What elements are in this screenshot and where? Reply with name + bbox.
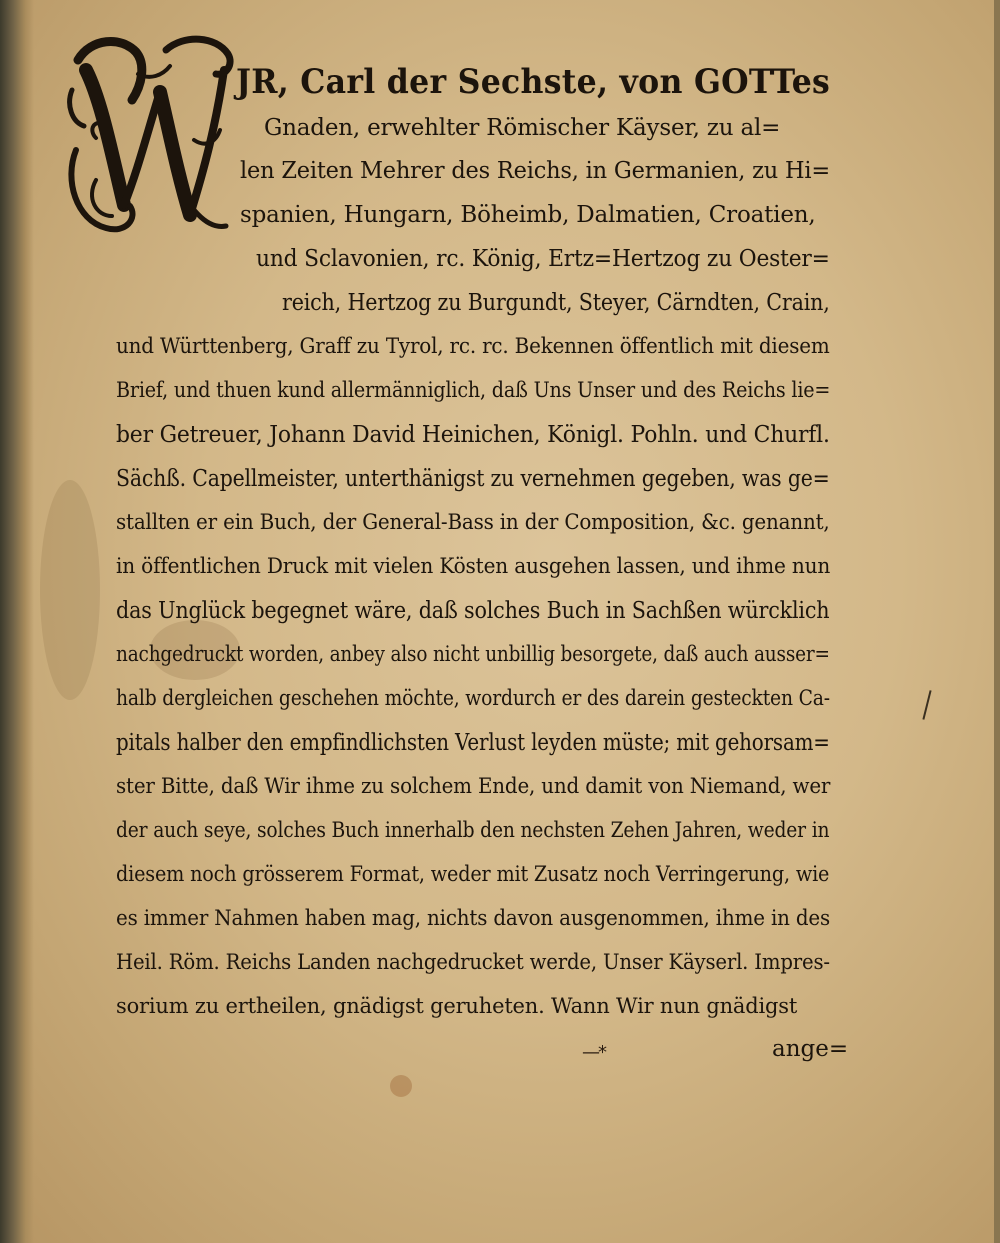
text-line: spanien, Hungarn, Böheimb, Dalmatien, Croatien, [240,202,816,228]
text-line: halb dergleichen geschehen möchte, wordurch er des darein gesteckten Ca- [116,686,830,710]
binding-edge [0,0,34,1243]
decorative-initial-w [66,30,234,245]
page-edge [994,0,1000,1243]
text-line: pitals halber den empfindlichsten Verlust leyden müste; mit gehorsam= [116,730,830,756]
catchword: ange= [772,1036,849,1062]
text-line: stallten er ein Buch, der General-Bass in der Composition, &c. genannt, [116,510,830,534]
text-line: es immer Nahmen haben mag, nichts davon ausgenommen, ihme in des [116,906,831,930]
margin-mark [922,690,931,720]
text-line: len Zeiten Mehrer des Reichs, in Germanien, zu Hi= [240,158,831,184]
paper-stain [390,1075,412,1097]
text-line: Brief, und thuen kund allermänniglich, daß Uns Unser und des Reichs lie= [116,378,831,402]
signature-mark: —* [582,1042,605,1063]
text-line: und Sclavonien, rc. König, Ertz=Hertzog zu Oester= [256,246,830,272]
text-line: nachgedruckt worden, anbey also nicht unbillig besorgete, daß auch ausser= [116,642,830,666]
text-line: Gnaden, erwehlter Römischer Käyser, zu al= [264,115,781,141]
text-line: und Württenberg, Graff zu Tyrol, rc. rc. Bekennen öffentlich mit diesem [116,334,830,358]
text-line: sorium zu ertheilen, gnädigst geruheten. Wann Wir nun gnädigst [116,994,798,1018]
text-line: das Unglück begegnet wäre, daß solches Buch in Sachßen würcklich [116,598,830,624]
text-line: Sächß. Capellmeister, unterthänigst zu vernehmen gegeben, was ge= [116,466,830,492]
paper-stain [40,480,100,700]
text-line: reich, Hertzog zu Burgundt, Steyer, Cärndten, Crain, [282,290,830,316]
text-line: Heil. Röm. Reichs Landen nachgedrucket werde, Unser Käyserl. Impres- [116,950,830,974]
text-line: der auch seye, solches Buch innerhalb den nechsten Zehen Jahren, weder in [116,818,830,842]
text-line: ber Getreuer, Johann David Heinichen, Königl. Pohln. und Churfl. [116,422,830,448]
text-line: JR, Carl der Sechste, von GOTTes [236,62,831,102]
text-line: in öffentlichen Druck mit vielen Kösten ausgehen lassen, und ihme nun [116,554,831,578]
text-line: ster Bitte, daß Wir ihme zu solchem Ende, und damit von Niemand, wer [116,774,831,798]
text-line: diesem noch grösserem Format, weder mit Zusatz noch Verringerung, wie [116,862,830,886]
